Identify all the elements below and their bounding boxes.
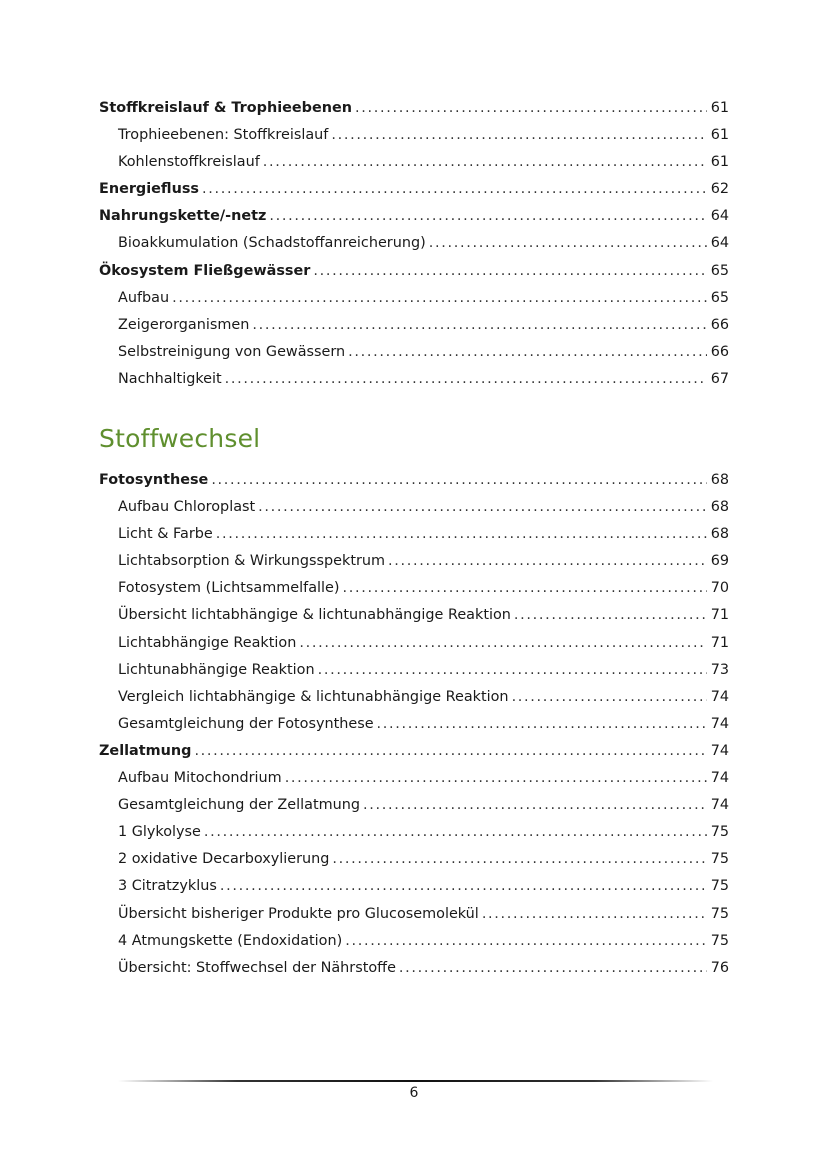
dot-leader [345,928,707,955]
toc-entry-page: 75 [710,851,729,868]
dot-leader [299,630,707,657]
page-number: 6 [409,1085,419,1101]
toc-entry-title: Gesamtgleichung der Fotosynthese [118,715,374,732]
toc-entry-page: 74 [710,770,729,787]
dot-leader [313,258,707,285]
toc-entry-subchapter[interactable] [99,657,729,684]
toc-entry-title: Energiefluss [99,181,199,198]
toc-entry-page: 61 [710,154,729,171]
dot-leader [263,149,707,176]
toc-entry-subchapter[interactable] [99,819,729,846]
toc-entry-subchapter[interactable] [99,149,729,176]
dot-leader [342,575,707,602]
dot-leader [269,203,707,230]
toc-entry-page: 62 [710,181,729,198]
toc-entry-title: Gesamtgleichung der Zellatmung [118,797,360,814]
toc-entry-subchapter[interactable] [99,684,729,711]
toc-entry-page: 67 [710,370,729,387]
toc-entry-page: 70 [710,580,729,597]
toc-entry-subchapter[interactable] [99,765,729,792]
section-heading: Stoffwechsel [99,424,261,453]
toc-entry-page: 74 [710,688,729,705]
dot-leader [514,602,707,629]
dot-leader [363,792,707,819]
toc-entry-title: Aufbau [118,289,170,306]
toc-entry-chapter[interactable] [99,738,729,765]
toc-entry-title: Ökosystem Fließgewässer [99,262,311,279]
toc-entry-title: Fotosynthese [99,472,209,488]
toc-entry-subchapter[interactable] [99,366,729,393]
toc-entry-subchapter[interactable] [99,230,729,257]
toc-entry-subchapter[interactable] [99,955,729,982]
toc-entry-subchapter[interactable] [99,521,729,548]
dot-leader [211,467,707,494]
toc-entry-page: 68 [710,526,729,543]
toc-entry-page: 74 [710,797,729,814]
toc-entry-subchapter[interactable] [99,575,729,602]
toc-entry-title: Bioakkumulation (Schadstoffanreicherung) [118,235,426,252]
dot-leader [220,873,707,900]
toc-entry-page: 65 [710,289,729,306]
toc-entry-title: Aufbau Chloroplast [118,499,256,516]
dot-leader [318,657,707,684]
toc-entry-chapter[interactable] [99,467,729,494]
dot-leader [172,285,707,312]
toc-entry-subchapter[interactable] [99,873,729,900]
toc-entry-title: Übersicht: Stoffwechsel der Nährstoffe [118,959,396,976]
toc-entry-title: Fotosystem (Lichtsammelfalle) [118,580,340,597]
toc-entry-page: 74 [710,742,729,759]
toc-entry-subchapter[interactable] [99,494,729,521]
toc-entry-page: 74 [710,715,729,732]
toc-entry-chapter[interactable] [99,176,729,203]
dot-leader [252,312,707,339]
toc-entry-subchapter[interactable] [99,548,729,575]
toc-entry-page: 68 [710,499,729,516]
dot-leader [355,95,707,122]
toc-entry-title: Nahrungskette/-netz [99,208,267,225]
toc-entry-chapter[interactable] [99,203,729,230]
dot-leader [388,548,707,575]
toc-entry-subchapter[interactable] [99,339,729,366]
toc-entry-page: 61 [710,127,729,144]
toc-entry-title: 4 Atmungskette (Endoxidation) [118,932,343,949]
toc-entry-title: Nachhaltigkeit [118,370,222,387]
dot-leader [202,176,707,203]
toc-entry-title: 3 Citratzyklus [118,878,217,895]
toc-entry-page: 75 [710,878,729,895]
toc-entry-title: Aufbau Mitochondrium [118,770,282,787]
toc-entry-page: 68 [710,472,729,488]
toc-entry-page: 65 [710,262,729,279]
toc-entry-page: 71 [710,634,729,651]
toc-entry-page: 64 [710,208,729,225]
dot-leader [225,366,707,393]
toc-list-ecology [99,95,729,393]
toc-entry-subchapter[interactable] [99,312,729,339]
dot-leader [399,955,707,982]
toc-entry-subchapter[interactable] [99,630,729,657]
toc-entry-subchapter[interactable] [99,901,729,928]
toc-entry-title: 2 oxidative Decarboxylierung [118,851,330,868]
dot-leader [512,684,707,711]
toc-entry-title: Lichtabsorption & Wirkungsspektrum [118,553,386,570]
dot-leader [429,230,707,257]
toc-entry-page: 75 [710,905,729,922]
toc-entry-subchapter[interactable] [99,846,729,873]
toc-entry-page: 64 [710,235,729,252]
toc-entry-title: Vergleich lichtabhängige & lichtunabhängige Reaktion [118,688,509,705]
toc-list-metabolism [99,467,729,982]
dot-leader [332,846,707,873]
toc-entry-subchapter[interactable] [99,928,729,955]
footer-divider [118,1080,713,1082]
toc-entry-page: 66 [710,343,729,360]
toc-entry-title: Übersicht lichtabhängige & lichtunabhängige Reaktion [118,607,511,624]
dot-leader [285,765,707,792]
toc-entry-chapter[interactable] [99,258,729,285]
toc-entry-title: Selbstreinigung von Gewässern [118,343,346,360]
toc-entry-subchapter[interactable] [99,711,729,738]
toc-entry-subchapter[interactable] [99,602,729,629]
dot-leader [258,494,707,521]
toc-entry-page: 69 [710,553,729,570]
toc-entry-chapter[interactable] [99,95,729,122]
dot-leader [194,738,707,765]
dot-leader [216,521,707,548]
toc-entry-title: Zeigerorganismen [118,316,250,333]
dot-leader [204,819,707,846]
toc-entry-page: 75 [710,824,729,841]
toc-entry-title: Übersicht bisheriger Produkte pro Glucosemolekül [118,905,479,922]
toc-entry-title: 1 Glykolyse [118,824,201,841]
toc-entry-subchapter[interactable] [99,285,729,312]
toc-entry-subchapter[interactable] [99,122,729,149]
toc-entry-page: 66 [710,316,729,333]
toc-entry-title: Kohlenstoffkreislauf [118,154,260,171]
toc-entry-title: Zellatmung [99,742,192,759]
toc-entry-title: Trophieebenen: Stoffkreislauf [118,127,329,144]
toc-entry-page: 73 [710,661,729,678]
toc-entry-page: 71 [710,607,729,624]
toc-entry-title: Lichtabhängige Reaktion [118,634,297,651]
dot-leader [377,711,707,738]
dot-leader [482,901,707,928]
toc-entry-title: Lichtunabhängige Reaktion [118,661,315,678]
toc-entry-page: 76 [710,959,729,976]
toc-entry-page: 61 [710,100,729,116]
toc-entry-page: 75 [710,932,729,949]
toc-entry-title: Licht & Farbe [118,526,213,543]
dot-leader [348,339,707,366]
toc-entry-subchapter[interactable] [99,792,729,819]
dot-leader [331,122,707,149]
toc-entry-title: Stoffkreislauf & Trophieebenen [99,100,352,116]
